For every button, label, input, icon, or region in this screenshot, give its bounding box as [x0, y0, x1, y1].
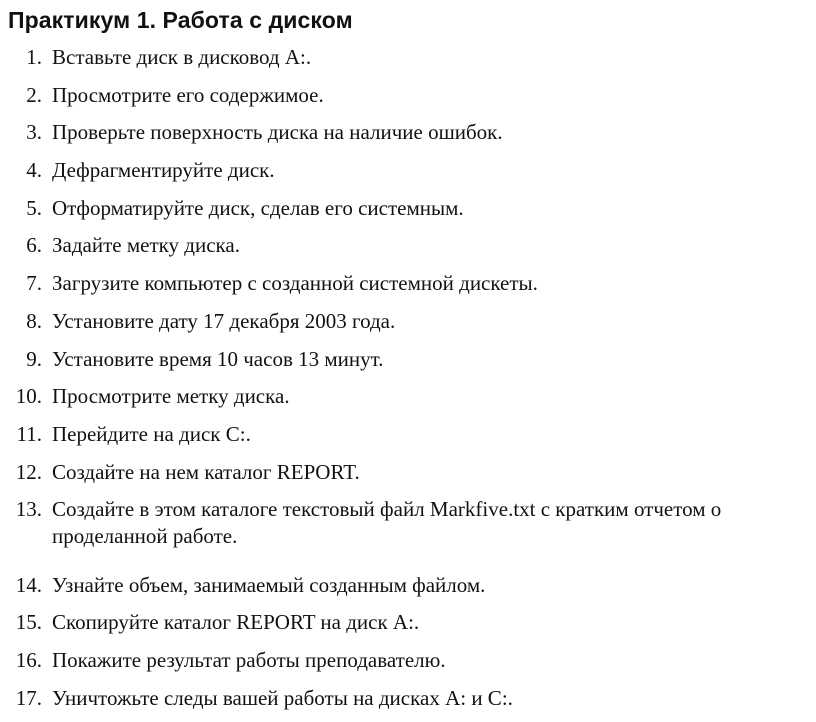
step-number: 7.	[26, 271, 42, 296]
step-text: Просмотрите метку диска.	[52, 384, 290, 409]
list-item	[0, 421, 810, 459]
step-text: Отформатируйте диск, сделав его системным.	[52, 195, 464, 220]
step-number: 6.	[26, 233, 42, 258]
step-number: 10.	[15, 384, 42, 409]
list-item	[0, 572, 810, 610]
list-item	[0, 232, 810, 270]
step-number: 5.	[26, 195, 42, 220]
step-text: Просмотрите его содержимое.	[52, 82, 324, 107]
step-text: Покажите результат работы преподавателю.	[52, 648, 446, 673]
step-text: Вставьте диск в дисковод A:.	[52, 45, 312, 69]
step-text: Загрузите компьютер с созданной системной дискеты.	[52, 271, 538, 296]
step-text: Уничтожьте следы вашей работы на дисках A: и C:.	[52, 685, 513, 710]
list-item	[0, 459, 810, 497]
step-text: Узнайте объем, занимаемый созданным файлом.	[52, 572, 486, 597]
list-item	[0, 44, 810, 82]
step-text: Создайте на нем каталог REPORT.	[52, 459, 360, 484]
step-number: 16.	[15, 648, 42, 673]
step-number: 2.	[26, 82, 42, 107]
step-number: 4.	[26, 158, 42, 183]
list-item	[0, 270, 810, 308]
steps-list	[0, 44, 810, 722]
list-item	[0, 82, 810, 120]
list-item	[0, 496, 810, 571]
list-item	[0, 346, 810, 384]
step-text: Установите дату 17 декабря 2003 года.	[52, 308, 396, 333]
step-number: 3.	[26, 120, 42, 145]
list-item	[0, 609, 810, 647]
list-item	[0, 685, 810, 722]
step-text: Проверьте поверхность диска на наличие ошибок.	[52, 120, 503, 145]
step-text: Скопируйте каталог REPORT на диск A:.	[52, 610, 420, 635]
list-item	[0, 647, 810, 685]
step-number: 17.	[15, 685, 42, 710]
list-item	[0, 308, 810, 346]
step-text: Перейдите на диск C:.	[52, 421, 251, 446]
step-number: 1.	[26, 45, 42, 69]
step-number: 8.	[26, 308, 42, 333]
step-number: 9.	[26, 346, 42, 371]
step-text: Дефрагментируйте диск.	[52, 158, 275, 183]
list-item	[0, 157, 810, 195]
step-text: Создайте в этом каталоге текстовый файл Markfive.txt с кратким отчетом о проделанной работе.	[52, 497, 722, 549]
list-item	[0, 195, 810, 233]
step-number: 13.	[15, 497, 42, 522]
step-number: 15.	[15, 610, 42, 635]
step-number: 12.	[15, 459, 42, 484]
step-number: 11.	[16, 421, 42, 446]
step-number: 14.	[15, 572, 42, 597]
step-text: Установите время 10 часов 13 минут.	[52, 346, 384, 371]
list-item	[0, 119, 810, 157]
page-title: Практикум 1. Работа с диском	[8, 7, 353, 33]
list-item	[0, 383, 810, 421]
step-text: Задайте метку диска.	[52, 233, 240, 258]
